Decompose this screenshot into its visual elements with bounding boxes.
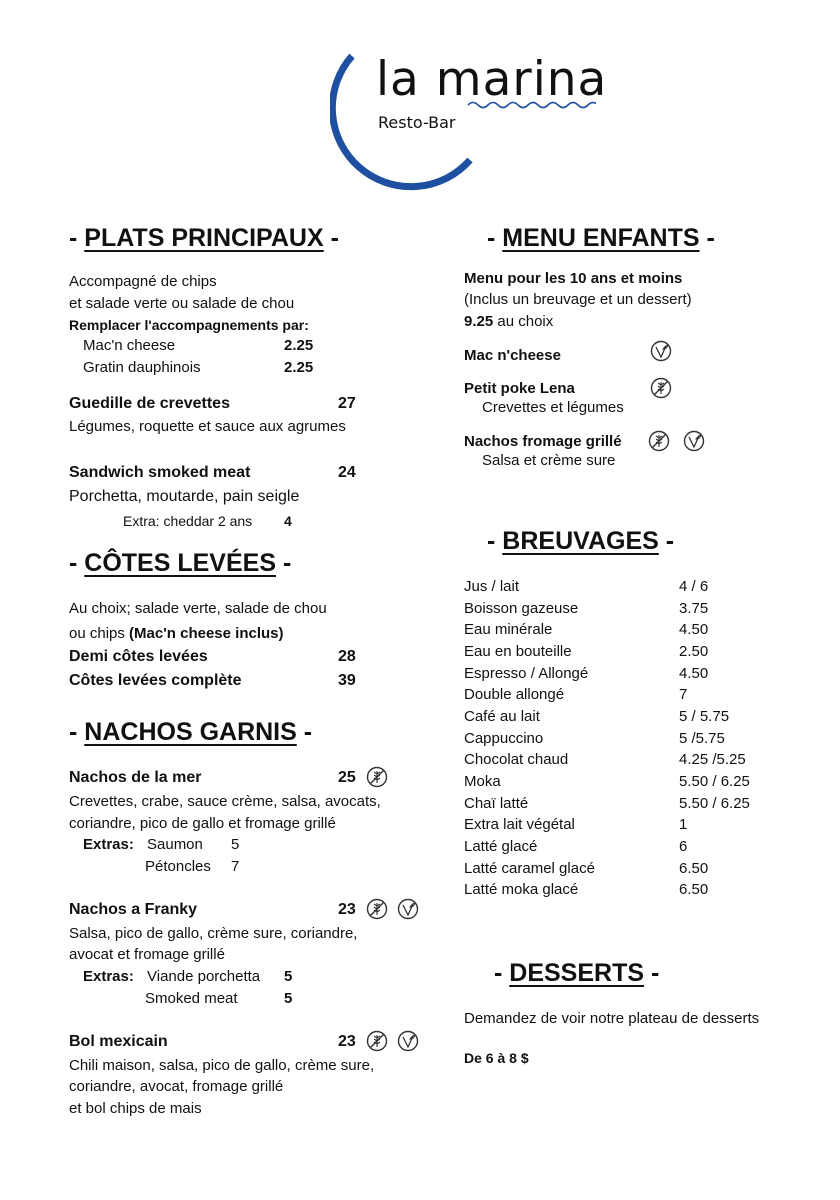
heading-dash: - xyxy=(296,718,313,746)
extra-name: Viande porchetta xyxy=(147,968,261,985)
heading-plats-principaux xyxy=(69,224,339,253)
item-price-sandwich: 24 xyxy=(338,464,356,481)
item-desc-bol-1: Chili maison, salsa, pico de gallo, crème sure, xyxy=(69,1057,375,1074)
gluten-free-icon xyxy=(366,898,388,920)
heading-dash: - xyxy=(487,224,503,252)
extra-price: 5 xyxy=(284,968,293,985)
item-name-nachos-mer: Nachos de la mer xyxy=(69,769,202,786)
gluten-free-icon xyxy=(650,377,672,399)
drink-price: 7 xyxy=(679,686,688,703)
item-price-cotes-complete: 39 xyxy=(338,672,356,689)
extra-price: 5 xyxy=(231,836,240,853)
cotes-desc-2 xyxy=(69,625,284,642)
enfants-intro-2: (Inclus un breuvage et un dessert) xyxy=(464,291,692,308)
heading-breuvages xyxy=(487,527,674,556)
side-price: 2.25 xyxy=(284,359,314,376)
heading-title: BREUVAGES xyxy=(502,527,659,555)
drink-name: Café au lait xyxy=(464,708,540,725)
plats-intro-1: Accompagné de chips xyxy=(69,273,217,290)
logo-tagline: Resto-Bar xyxy=(378,113,456,132)
side-name: Mac'n cheese xyxy=(83,337,176,354)
item-desc-nachos-franky-1: Salsa, pico de gallo, crème sure, coriandre, xyxy=(69,925,358,942)
drink-price: 5 / 5.75 xyxy=(679,708,730,725)
heading-dash: - xyxy=(69,718,85,746)
heading-dash: - xyxy=(276,549,292,577)
item-name-sandwich: Sandwich smoked meat xyxy=(69,464,251,481)
drink-name: Cappuccino xyxy=(464,730,544,747)
heading-dash: - xyxy=(323,224,339,252)
drink-price: 6.50 xyxy=(679,881,709,898)
drink-name: Latté glacé xyxy=(464,838,538,855)
heading-dash: - xyxy=(644,959,660,987)
cotes-desc-2b: (Mac'n cheese inclus) xyxy=(129,625,284,642)
item-price-demi-cotes: 28 xyxy=(338,648,356,665)
extra-name: Saumon xyxy=(147,836,203,853)
extra-price: 7 xyxy=(231,858,240,875)
gluten-free-icon xyxy=(366,766,388,788)
heading-dash: - xyxy=(69,224,85,252)
item-name-guedille: Guedille de crevettes xyxy=(69,395,230,412)
vegetarian-icon xyxy=(683,430,705,452)
drink-price: 6 xyxy=(679,838,688,855)
heading-title: NACHOS GARNIS xyxy=(84,718,297,746)
plats-replace-label: Remplacer l'accompagnements par: xyxy=(69,317,309,333)
drink-name: Jus / lait xyxy=(464,578,520,595)
drink-name: Eau en bouteille xyxy=(464,643,572,660)
plats-intro-2: et salade verte ou salade de chou xyxy=(69,295,295,312)
heading-desserts xyxy=(494,959,659,988)
enfants-item-name: Petit poke Lena xyxy=(464,380,575,397)
item-name-bol-mexicain: Bol mexicain xyxy=(69,1033,168,1050)
extra-name: Smoked meat xyxy=(145,990,238,1007)
drink-price: 4.25 /5.25 xyxy=(679,751,746,768)
heading-title: MENU ENFANTS xyxy=(502,224,700,252)
enfants-intro-1: Menu pour les 10 ans et moins xyxy=(464,270,683,287)
drink-price: 4.50 xyxy=(679,665,709,682)
heading-dash: - xyxy=(658,527,675,555)
enfants-item-name: Mac n'cheese xyxy=(464,347,561,364)
heading-title: PLATS PRINCIPAUX xyxy=(84,224,324,252)
cotes-desc-1: Au choix; salade verte, salade de chou xyxy=(69,600,327,617)
drink-name: Extra lait végétal xyxy=(464,816,575,833)
item-price-guedille: 27 xyxy=(338,395,356,412)
item-desc-bol-2: coriandre, avocat, fromage grillé xyxy=(69,1078,284,1095)
item-desc-nachos-franky-2: avocat et fromage grillé xyxy=(69,946,225,963)
drink-name: Latté moka glacé xyxy=(464,881,579,898)
heading-title: CÔTES LEVÉES xyxy=(84,549,276,577)
side-name: Gratin dauphinois xyxy=(83,359,201,376)
item-name-cotes-complete: Côtes levées complète xyxy=(69,672,242,689)
enfants-price-value: 9.25 xyxy=(464,313,494,330)
vegetarian-icon xyxy=(397,898,419,920)
item-price-nachos-mer: 25 xyxy=(338,769,356,786)
drink-price: 5.50 / 6.25 xyxy=(679,795,750,812)
drink-price: 4 / 6 xyxy=(679,578,709,595)
drink-price: 2.50 xyxy=(679,643,709,660)
item-desc-bol-3: et bol chips de mais xyxy=(69,1100,202,1117)
heading-dash: - xyxy=(494,959,510,987)
heading-nachos-garnis xyxy=(69,718,312,747)
drink-name: Latté caramel glacé xyxy=(464,860,595,877)
gluten-free-icon xyxy=(366,1030,388,1052)
item-desc-sandwich: Porchetta, moutarde, pain seigle xyxy=(69,488,300,505)
heading-title: DESSERTS xyxy=(509,959,645,987)
extras-label: Extras: xyxy=(83,968,134,985)
desserts-price: De 6 à 8 $ xyxy=(464,1050,529,1066)
item-desc-nachos-mer-2: coriandre, pico de gallo et fromage grillé xyxy=(69,815,336,832)
item-price-nachos-franky: 23 xyxy=(338,901,356,918)
heading-dash: - xyxy=(487,527,503,555)
enfants-price-suffix: au choix xyxy=(493,313,554,330)
drink-name: Eau minérale xyxy=(464,621,553,638)
enfants-item-desc: Crevettes et légumes xyxy=(482,399,624,416)
extras-label: Extras: xyxy=(83,836,134,853)
side-price: 2.25 xyxy=(284,337,314,354)
item-name-nachos-franky: Nachos a Franky xyxy=(69,901,198,918)
drink-price: 5 /5.75 xyxy=(679,730,725,747)
item-price-bol-mexicain: 23 xyxy=(338,1033,356,1050)
drink-price: 1 xyxy=(679,816,688,833)
item-desc-nachos-mer-1: Crevettes, crabe, sauce crème, salsa, avocats, xyxy=(69,793,381,810)
drink-name: Espresso / Allongé xyxy=(464,665,589,682)
extra-name: Pétoncles xyxy=(145,858,211,875)
logo-wave xyxy=(466,98,596,112)
drink-name: Boisson gazeuse xyxy=(464,600,579,617)
drink-name: Moka xyxy=(464,773,501,790)
drink-name: Chaï latté xyxy=(464,795,529,812)
enfants-item-name: Nachos fromage grillé xyxy=(464,433,622,450)
cotes-desc-2a: ou chips xyxy=(69,625,130,642)
enfants-item-desc: Salsa et crème sure xyxy=(482,452,616,469)
vegetarian-icon xyxy=(650,340,672,362)
logo-name: la marina xyxy=(376,52,608,107)
heading-cotes-levees xyxy=(69,549,291,578)
desserts-desc: Demandez de voir notre plateau de desserts xyxy=(464,1010,760,1027)
drink-price: 5.50 / 6.25 xyxy=(679,773,750,790)
drink-name: Double allongé xyxy=(464,686,565,703)
sandwich-extra-label: Extra: cheddar 2 ans xyxy=(123,513,253,529)
extra-price: 5 xyxy=(284,990,293,1007)
drink-price: 4.50 xyxy=(679,621,709,638)
item-name-demi-cotes: Demi côtes levées xyxy=(69,648,208,665)
enfants-price xyxy=(464,313,553,330)
item-desc-guedille: Légumes, roquette et sauce aux agrumes xyxy=(69,418,346,435)
heading-dash: - xyxy=(699,224,715,252)
sandwich-extra-price: 4 xyxy=(284,513,292,529)
drink-price: 3.75 xyxy=(679,600,709,617)
heading-menu-enfants xyxy=(487,224,715,253)
vegetarian-icon xyxy=(397,1030,419,1052)
drink-name: Chocolat chaud xyxy=(464,751,569,768)
drink-price: 6.50 xyxy=(679,860,709,877)
heading-dash: - xyxy=(69,549,85,577)
gluten-free-icon xyxy=(648,430,670,452)
